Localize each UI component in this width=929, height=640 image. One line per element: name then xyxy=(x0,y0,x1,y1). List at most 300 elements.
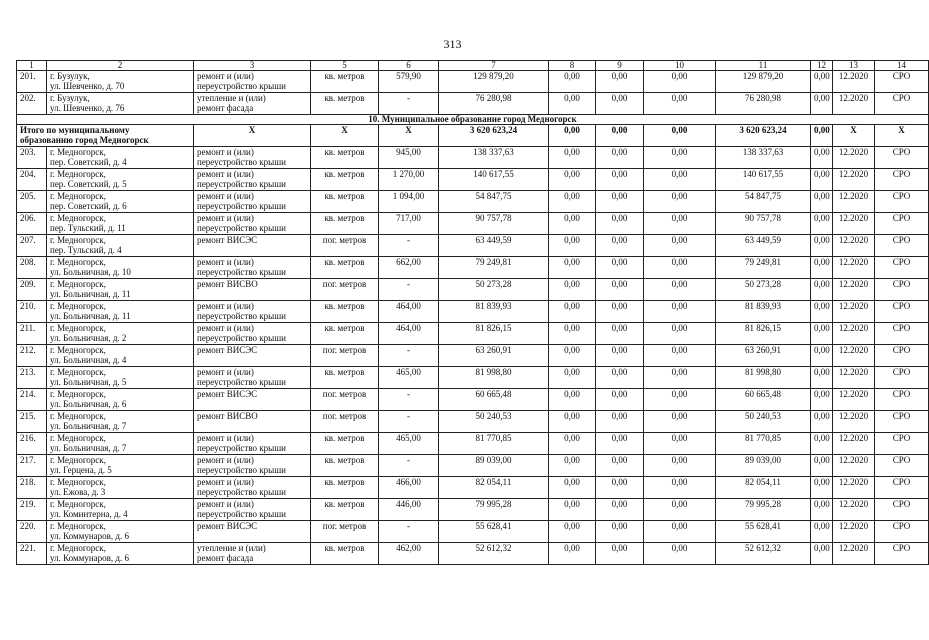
total-cost-cell: 82 054,11 xyxy=(439,477,549,499)
quantity-cell: 466,00 xyxy=(379,477,439,499)
cost-col10-cell: 0,00 xyxy=(644,477,716,499)
quantity-cell: - xyxy=(379,279,439,301)
table-row xyxy=(17,169,929,191)
row-number: 215. xyxy=(17,411,47,433)
deadline-cell: 12.2020 xyxy=(833,235,875,257)
method-cell: СРО xyxy=(875,301,929,323)
table-row xyxy=(17,71,929,93)
address-cell-line2: ул. Больничная, д. 11 xyxy=(50,289,131,299)
row-number: 203. xyxy=(17,147,47,169)
row-number: 210. xyxy=(17,301,47,323)
row-number: 217. xyxy=(17,455,47,477)
cost-col10-cell: 0,00 xyxy=(644,235,716,257)
total-col8-cell: 0,00 xyxy=(549,125,596,147)
quantity-cell: 945,00 xyxy=(379,147,439,169)
address-cell xyxy=(47,389,194,411)
cost-col12-cell: 0,00 xyxy=(811,389,833,411)
quantity-cell: - xyxy=(379,521,439,543)
table-row xyxy=(17,323,929,345)
address-cell xyxy=(47,93,194,115)
work-type-cell xyxy=(194,169,311,191)
total-cost-cell: 129 879,20 xyxy=(439,71,549,93)
cost-col9-cell: 0,00 xyxy=(596,323,644,345)
cost-col8-cell: 0,00 xyxy=(549,213,596,235)
cost-col12-cell: 0,00 xyxy=(811,191,833,213)
unit-cell: пог. метров xyxy=(311,279,379,301)
deadline-cell: 12.2020 xyxy=(833,455,875,477)
work-type-cell-line2: переустройство крыши xyxy=(197,157,286,167)
address-cell-line2: ул. Больничная, д. 2 xyxy=(50,333,127,343)
work-type-cell-line2: переустройство крыши xyxy=(197,333,286,343)
address-cell-line1: г. Медногорск, xyxy=(50,235,106,245)
cost-col12-cell: 0,00 xyxy=(811,279,833,301)
cost-col11-cell: 81 826,15 xyxy=(716,323,811,345)
address-cell xyxy=(47,477,194,499)
row-number: 219. xyxy=(17,499,47,521)
total-x-cell: X xyxy=(194,125,311,147)
capital-repair-table xyxy=(16,60,929,565)
work-type-cell-line1: ремонт и (или) xyxy=(197,257,254,267)
method-cell: СРО xyxy=(875,499,929,521)
deadline-cell: 12.2020 xyxy=(833,543,875,565)
work-type-cell-line2: переустройство крыши xyxy=(197,267,286,277)
work-type-cell xyxy=(194,477,311,499)
column-number-header: 13 xyxy=(833,61,875,71)
total-cost-cell: 90 757,78 xyxy=(439,213,549,235)
deadline-cell: 12.2020 xyxy=(833,367,875,389)
cost-col10-cell: 0,00 xyxy=(644,345,716,367)
cost-col12-cell: 0,00 xyxy=(811,499,833,521)
deadline-cell: 12.2020 xyxy=(833,323,875,345)
cost-col10-cell: 0,00 xyxy=(644,191,716,213)
table-row xyxy=(17,521,929,543)
address-cell-line1: г. Медногорск, xyxy=(50,499,106,509)
method-cell: СРО xyxy=(875,521,929,543)
section-header-row xyxy=(17,115,929,125)
row-number: 205. xyxy=(17,191,47,213)
work-type-cell-line2: переустройство крыши xyxy=(197,311,286,321)
unit-cell: пог. метров xyxy=(311,235,379,257)
quantity-cell: - xyxy=(379,411,439,433)
address-cell-line1: г. Бузулук, xyxy=(50,93,90,103)
address-cell xyxy=(47,499,194,521)
cost-col8-cell: 0,00 xyxy=(549,191,596,213)
work-type-cell-line2: ремонт фасада xyxy=(197,553,254,563)
cost-col12-cell: 0,00 xyxy=(811,93,833,115)
cost-col9-cell: 0,00 xyxy=(596,147,644,169)
address-cell-line2: пер. Советский, д. 4 xyxy=(50,157,127,167)
method-cell: СРО xyxy=(875,235,929,257)
unit-cell: кв. метров xyxy=(311,71,379,93)
cost-col12-cell: 0,00 xyxy=(811,235,833,257)
quantity-cell: - xyxy=(379,345,439,367)
municipality-total-row xyxy=(17,125,929,147)
address-cell xyxy=(47,279,194,301)
cost-col9-cell: 0,00 xyxy=(596,543,644,565)
address-cell xyxy=(47,257,194,279)
work-type-cell-line1: ремонт ВИСЭС xyxy=(197,235,258,245)
address-cell xyxy=(47,213,194,235)
address-cell-line2: пер. Советский, д. 5 xyxy=(50,179,127,189)
unit-cell: кв. метров xyxy=(311,543,379,565)
address-cell xyxy=(47,323,194,345)
work-type-cell-line1: ремонт и (или) xyxy=(197,169,254,179)
cost-col11-cell: 129 879,20 xyxy=(716,71,811,93)
deadline-cell: 12.2020 xyxy=(833,499,875,521)
column-number-header: 2 xyxy=(47,61,194,71)
work-type-cell xyxy=(194,521,311,543)
column-number-header: 8 xyxy=(549,61,596,71)
cost-col10-cell: 0,00 xyxy=(644,147,716,169)
deadline-cell: 12.2020 xyxy=(833,257,875,279)
work-type-cell xyxy=(194,147,311,169)
total-cost-cell: 52 612,32 xyxy=(439,543,549,565)
total-cost-cell: 138 337,63 xyxy=(439,147,549,169)
cost-col11-cell: 81 998,80 xyxy=(716,367,811,389)
unit-cell: кв. метров xyxy=(311,213,379,235)
address-cell xyxy=(47,433,194,455)
unit-cell: кв. метров xyxy=(311,169,379,191)
deadline-cell: 12.2020 xyxy=(833,433,875,455)
cost-col11-cell: 63 449,59 xyxy=(716,235,811,257)
work-type-cell-line1: ремонт и (или) xyxy=(197,191,254,201)
method-cell: СРО xyxy=(875,389,929,411)
column-number-header: 6 xyxy=(379,61,439,71)
cost-col11-cell: 79 249,81 xyxy=(716,257,811,279)
cost-col12-cell: 0,00 xyxy=(811,323,833,345)
address-cell-line1: г. Медногорск, xyxy=(50,147,106,157)
work-type-cell xyxy=(194,499,311,521)
row-number: 206. xyxy=(17,213,47,235)
table-row xyxy=(17,499,929,521)
unit-cell: кв. метров xyxy=(311,455,379,477)
cost-col8-cell: 0,00 xyxy=(549,411,596,433)
cost-col12-cell: 0,00 xyxy=(811,367,833,389)
cost-col11-cell: 55 628,41 xyxy=(716,521,811,543)
column-number-header: 1 xyxy=(17,61,47,71)
unit-cell: кв. метров xyxy=(311,433,379,455)
row-number: 208. xyxy=(17,257,47,279)
quantity-cell: 662,00 xyxy=(379,257,439,279)
method-cell: СРО xyxy=(875,543,929,565)
cost-col11-cell: 50 240,53 xyxy=(716,411,811,433)
total-cost-cell: 81 839,93 xyxy=(439,301,549,323)
row-number: 207. xyxy=(17,235,47,257)
table-row xyxy=(17,257,929,279)
deadline-cell: 12.2020 xyxy=(833,477,875,499)
total-cost-cell: 140 617,55 xyxy=(439,169,549,191)
cost-col10-cell: 0,00 xyxy=(644,257,716,279)
cost-col8-cell: 0,00 xyxy=(549,345,596,367)
cost-col8-cell: 0,00 xyxy=(549,169,596,191)
cost-col11-cell: 79 995,28 xyxy=(716,499,811,521)
address-cell-line1: г. Медногорск, xyxy=(50,367,106,377)
address-cell xyxy=(47,235,194,257)
cost-col10-cell: 0,00 xyxy=(644,323,716,345)
cost-col10-cell: 0,00 xyxy=(644,455,716,477)
address-cell xyxy=(47,367,194,389)
total-cost-cell: 79 249,81 xyxy=(439,257,549,279)
address-cell-line2: ул. Больничная, д. 5 xyxy=(50,377,127,387)
quantity-cell: - xyxy=(379,389,439,411)
cost-col11-cell: 81 770,85 xyxy=(716,433,811,455)
address-cell-line1: г. Медногорск, xyxy=(50,257,106,267)
work-type-cell xyxy=(194,213,311,235)
total-label-line: Итого по муниципальному xyxy=(20,125,130,135)
table-row xyxy=(17,345,929,367)
total-cost-cell: 81 826,15 xyxy=(439,323,549,345)
quantity-cell: - xyxy=(379,455,439,477)
address-cell-line2: пер. Тульский, д. 11 xyxy=(50,223,126,233)
table-row xyxy=(17,477,929,499)
address-cell-line2: ул. Больничная, д. 10 xyxy=(50,267,131,277)
address-cell xyxy=(47,455,194,477)
cost-col8-cell: 0,00 xyxy=(549,235,596,257)
address-cell xyxy=(47,345,194,367)
cost-col10-cell: 0,00 xyxy=(644,169,716,191)
work-type-cell xyxy=(194,543,311,565)
total-cost-cell: 50 273,28 xyxy=(439,279,549,301)
method-cell: СРО xyxy=(875,433,929,455)
work-type-cell-line1: ремонт и (или) xyxy=(197,323,254,333)
column-number-header: 5 xyxy=(311,61,379,71)
unit-cell: кв. метров xyxy=(311,499,379,521)
cost-col12-cell: 0,00 xyxy=(811,455,833,477)
address-cell-line2: ул. Коммунаров, д. 6 xyxy=(50,531,130,541)
work-type-cell xyxy=(194,279,311,301)
total-cost-cell: 81 770,85 xyxy=(439,433,549,455)
table-row xyxy=(17,213,929,235)
work-type-cell-line2: переустройство крыши xyxy=(197,179,286,189)
column-number-row xyxy=(17,61,929,71)
table-row xyxy=(17,147,929,169)
cost-col11-cell: 140 617,55 xyxy=(716,169,811,191)
address-cell-line2: ул. Ежова, д. 3 xyxy=(50,487,106,497)
cost-col9-cell: 0,00 xyxy=(596,455,644,477)
address-cell xyxy=(47,521,194,543)
cost-col12-cell: 0,00 xyxy=(811,71,833,93)
address-cell-line1: г. Бузулук, xyxy=(50,71,90,81)
quantity-cell: 1 094,00 xyxy=(379,191,439,213)
address-cell-line1: г. Медногорск, xyxy=(50,477,106,487)
work-type-cell-line1: утепление и (или) xyxy=(197,93,266,103)
method-cell: СРО xyxy=(875,323,929,345)
work-type-cell xyxy=(194,191,311,213)
unit-cell: кв. метров xyxy=(311,191,379,213)
method-cell: СРО xyxy=(875,213,929,235)
cost-col8-cell: 0,00 xyxy=(549,323,596,345)
work-type-cell-line1: ремонт ВИСЭС xyxy=(197,389,258,399)
total-cost-cell: 63 260,91 xyxy=(439,345,549,367)
section-title: 10. Муниципальное образование город Медногорск xyxy=(17,115,929,125)
work-type-cell-line2: переустройство крыши xyxy=(197,201,286,211)
cost-col10-cell: 0,00 xyxy=(644,543,716,565)
total-cost-cell: 60 665,48 xyxy=(439,389,549,411)
address-cell xyxy=(47,147,194,169)
cost-col9-cell: 0,00 xyxy=(596,345,644,367)
cost-col9-cell: 0,00 xyxy=(596,367,644,389)
address-cell-line1: г. Медногорск, xyxy=(50,279,106,289)
cost-col11-cell: 54 847,75 xyxy=(716,191,811,213)
work-type-cell xyxy=(194,257,311,279)
deadline-cell: 12.2020 xyxy=(833,93,875,115)
work-type-cell xyxy=(194,411,311,433)
total-x-cell: X xyxy=(311,125,379,147)
deadline-cell: 12.2020 xyxy=(833,301,875,323)
row-number: 211. xyxy=(17,323,47,345)
work-type-cell-line2: переустройство крыши xyxy=(197,443,286,453)
work-type-cell-line1: ремонт и (или) xyxy=(197,147,254,157)
work-type-cell-line2: переустройство крыши xyxy=(197,81,286,91)
deadline-cell: 12.2020 xyxy=(833,213,875,235)
address-cell-line1: г. Медногорск, xyxy=(50,345,106,355)
unit-cell: кв. метров xyxy=(311,301,379,323)
quantity-cell: 717,00 xyxy=(379,213,439,235)
work-type-cell-line1: ремонт и (или) xyxy=(197,433,254,443)
address-cell-line2: ул. Больничная, д. 7 xyxy=(50,421,127,431)
cost-col8-cell: 0,00 xyxy=(549,93,596,115)
column-number-header: 9 xyxy=(596,61,644,71)
cost-col11-cell: 138 337,63 xyxy=(716,147,811,169)
total-cost-cell: 55 628,41 xyxy=(439,521,549,543)
work-type-cell-line1: ремонт и (или) xyxy=(197,301,254,311)
cost-col11-cell: 90 757,78 xyxy=(716,213,811,235)
column-number-header: 12 xyxy=(811,61,833,71)
address-cell xyxy=(47,301,194,323)
table-row xyxy=(17,411,929,433)
row-number: 214. xyxy=(17,389,47,411)
method-cell: СРО xyxy=(875,257,929,279)
cost-col8-cell: 0,00 xyxy=(549,521,596,543)
cost-col8-cell: 0,00 xyxy=(549,455,596,477)
address-cell-line1: г. Медногорск, xyxy=(50,389,106,399)
cost-col11-cell: 89 039,00 xyxy=(716,455,811,477)
address-cell xyxy=(47,543,194,565)
address-cell-line1: г. Медногорск, xyxy=(50,213,106,223)
unit-cell: пог. метров xyxy=(311,521,379,543)
cost-col12-cell: 0,00 xyxy=(811,169,833,191)
unit-cell: пог. метров xyxy=(311,389,379,411)
unit-cell: кв. метров xyxy=(311,367,379,389)
cost-col10-cell: 0,00 xyxy=(644,411,716,433)
total-x-cell: X xyxy=(833,125,875,147)
row-number: 213. xyxy=(17,367,47,389)
address-cell-line1: г. Медногорск, xyxy=(50,191,106,201)
work-type-cell xyxy=(194,323,311,345)
cost-col9-cell: 0,00 xyxy=(596,389,644,411)
cost-col10-cell: 0,00 xyxy=(644,389,716,411)
unit-cell: кв. метров xyxy=(311,93,379,115)
work-type-cell-line1: ремонт и (или) xyxy=(197,499,254,509)
cost-col12-cell: 0,00 xyxy=(811,411,833,433)
table-row xyxy=(17,543,929,565)
work-type-cell xyxy=(194,345,311,367)
address-cell-line2: ул. Шевченко, д. 70 xyxy=(50,81,125,91)
address-cell-line2: пер. Тульский, д. 4 xyxy=(50,245,122,255)
work-type-cell xyxy=(194,455,311,477)
column-number-header: 10 xyxy=(644,61,716,71)
address-cell-line1: г. Медногорск, xyxy=(50,433,106,443)
address-cell-line2: ул. Коминтерна, д. 4 xyxy=(50,509,128,519)
work-type-cell-line1: ремонт и (или) xyxy=(197,455,254,465)
table-row xyxy=(17,367,929,389)
row-number: 212. xyxy=(17,345,47,367)
row-number: 220. xyxy=(17,521,47,543)
address-cell-line2: ул. Больничная, д. 11 xyxy=(50,311,131,321)
table-row xyxy=(17,433,929,455)
deadline-cell: 12.2020 xyxy=(833,71,875,93)
total-x-cell: X xyxy=(875,125,929,147)
cost-col11-cell: 63 260,91 xyxy=(716,345,811,367)
table-row xyxy=(17,235,929,257)
column-number-header: 3 xyxy=(194,61,311,71)
work-type-cell-line1: утепление и (или) xyxy=(197,543,266,553)
total-col11-cell: 3 620 623,24 xyxy=(716,125,811,147)
cost-col12-cell: 0,00 xyxy=(811,477,833,499)
cost-col9-cell: 0,00 xyxy=(596,169,644,191)
address-cell-line2: ул. Коммунаров, д. 6 xyxy=(50,553,130,563)
total-col9-cell: 0,00 xyxy=(596,125,644,147)
cost-col9-cell: 0,00 xyxy=(596,257,644,279)
work-type-cell-line2: переустройство крыши xyxy=(197,487,286,497)
deadline-cell: 12.2020 xyxy=(833,191,875,213)
total-label xyxy=(17,125,194,147)
work-type-cell xyxy=(194,93,311,115)
work-type-cell-line1: ремонт ВИСЭС xyxy=(197,345,258,355)
cost-col11-cell: 81 839,93 xyxy=(716,301,811,323)
unit-cell: кв. метров xyxy=(311,147,379,169)
deadline-cell: 12.2020 xyxy=(833,345,875,367)
total-cost-cell: 63 449,59 xyxy=(439,235,549,257)
cost-col9-cell: 0,00 xyxy=(596,411,644,433)
row-number: 209. xyxy=(17,279,47,301)
cost-col8-cell: 0,00 xyxy=(549,433,596,455)
quantity-cell: - xyxy=(379,235,439,257)
address-cell-line2: ул. Больничная, д. 6 xyxy=(50,399,127,409)
deadline-cell: 12.2020 xyxy=(833,279,875,301)
quantity-cell: - xyxy=(379,93,439,115)
total-x-cell: X xyxy=(379,125,439,147)
cost-col10-cell: 0,00 xyxy=(644,301,716,323)
deadline-cell: 12.2020 xyxy=(833,411,875,433)
total-label-line: образованию город Медногорск xyxy=(20,135,149,145)
total-cost-cell: 54 847,75 xyxy=(439,191,549,213)
quantity-cell: 1 270,00 xyxy=(379,169,439,191)
cost-col8-cell: 0,00 xyxy=(549,477,596,499)
deadline-cell: 12.2020 xyxy=(833,169,875,191)
quantity-cell: 464,00 xyxy=(379,301,439,323)
deadline-cell: 12.2020 xyxy=(833,521,875,543)
address-cell-line1: г. Медногорск, xyxy=(50,543,106,553)
work-type-cell-line1: ремонт и (или) xyxy=(197,71,254,81)
cost-col8-cell: 0,00 xyxy=(549,301,596,323)
cost-col10-cell: 0,00 xyxy=(644,367,716,389)
quantity-cell: 462,00 xyxy=(379,543,439,565)
cost-col10-cell: 0,00 xyxy=(644,499,716,521)
cost-col8-cell: 0,00 xyxy=(549,71,596,93)
work-type-cell-line1: ремонт и (или) xyxy=(197,213,254,223)
cost-col12-cell: 0,00 xyxy=(811,433,833,455)
cost-col9-cell: 0,00 xyxy=(596,499,644,521)
cost-col9-cell: 0,00 xyxy=(596,301,644,323)
work-type-cell xyxy=(194,433,311,455)
quantity-cell: 579,90 xyxy=(379,71,439,93)
cost-col9-cell: 0,00 xyxy=(596,521,644,543)
table-row xyxy=(17,301,929,323)
cost-col12-cell: 0,00 xyxy=(811,213,833,235)
cost-col10-cell: 0,00 xyxy=(644,433,716,455)
work-type-cell-line1: ремонт ВИСВО xyxy=(197,279,258,289)
